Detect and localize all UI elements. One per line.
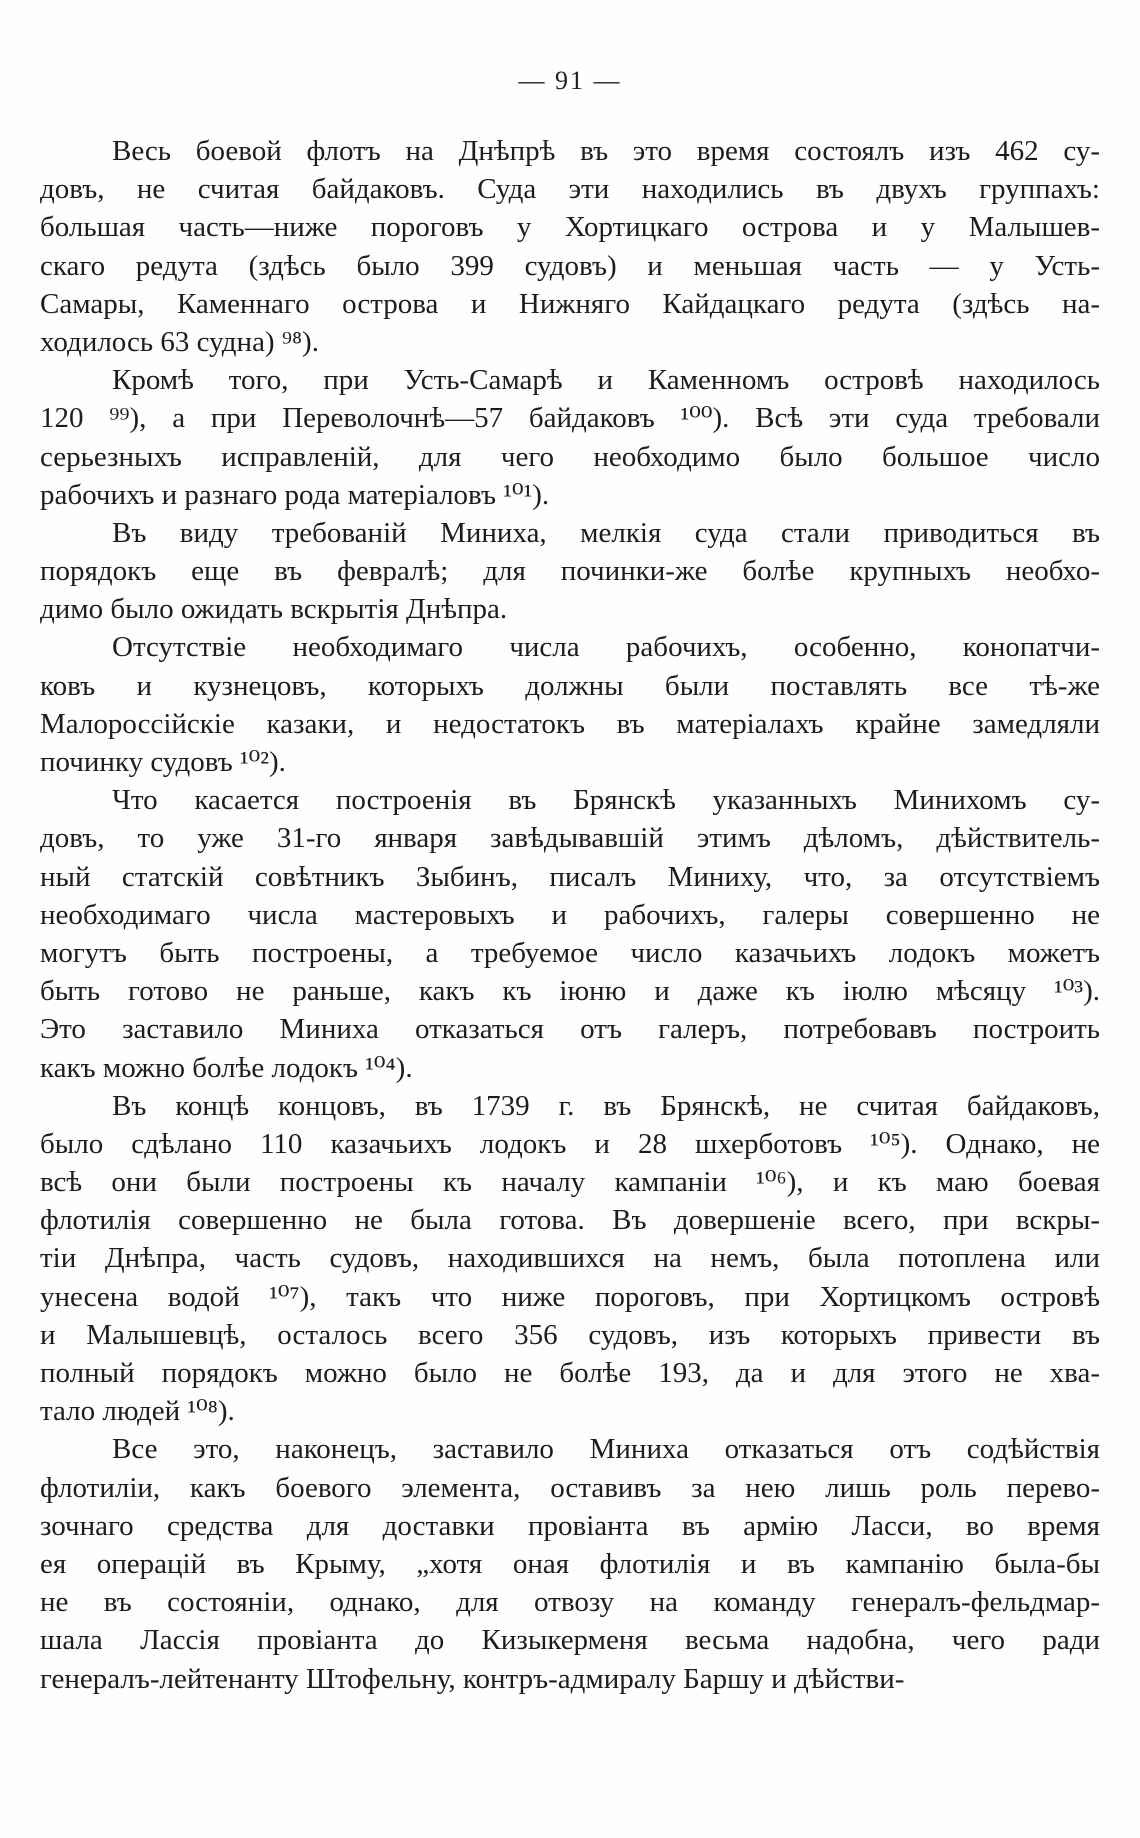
text-line: довъ, то уже 31-го января завѣдывавшій этимъ дѣломъ, дѣйствитель-: [40, 822, 1100, 855]
paragraph: [40, 628, 1100, 781]
text-line: необходимаго числа мастеровыхъ и рабочихъ, галеры совершенно не: [40, 898, 1100, 931]
text-line: ея операцій въ Крыму, „хотя оная флотилія и въ кампанію была-бы: [40, 1547, 1100, 1580]
text-line: тіи Днѣпра, часть судовъ, находившихся на немъ, была потоплена или: [40, 1242, 1100, 1275]
text-line: Въ виду требованій Миниха, мелкія суда стали приводиться въ: [112, 516, 1100, 549]
text-line: флотилія совершенно не была готова. Въ довершеніе всего, при вскры-: [40, 1204, 1100, 1237]
text-line: зочнаго средства для доставки провіанта въ армію Ласси, во время: [40, 1509, 1100, 1542]
text-line: починку судовъ ¹⁰²).: [40, 746, 286, 778]
text-line: Весь боевой флотъ на Днѣпрѣ въ это время состоялъ изъ 462 су-: [112, 135, 1100, 167]
text-line: Все это, наконецъ, заставило Миниха отказаться отъ содѣйствія: [112, 1433, 1100, 1466]
text-line: унесена водой ¹⁰⁷), такъ что ниже пороговъ, при Хортицкомъ островѣ: [40, 1280, 1100, 1313]
text-line: рабочихъ и разнаго рода матеріаловъ ¹⁰¹).: [40, 478, 550, 511]
text-line: Малороссійскіе казаки, и недостатокъ въ матеріалахъ крайне замедляли: [40, 707, 1100, 740]
paragraph: [40, 1087, 1100, 1431]
text-line: не въ состояніи, однако, для отвозу на команду генералъ-фельдмар-: [40, 1586, 1100, 1619]
text-line: было сдѣлано 110 казачьихъ лодокъ и 28 шхерботовъ ¹⁰⁵). Однако, не: [40, 1127, 1100, 1160]
paragraph: [40, 361, 1100, 514]
page-number: — 91 —: [518, 66, 622, 95]
text-line: ходилось 63 судна) ⁹⁸).: [40, 325, 319, 358]
text-line: Что касается построенія въ Брянскѣ указанныхъ Минихомъ су-: [112, 784, 1100, 817]
text-line: ный статскій совѣтникъ Зыбинъ, писалъ Миниху, что, за отсутствіемъ: [40, 860, 1100, 893]
text-line: порядокъ еще въ февралѣ; для починки-же болѣе крупныхъ необхо-: [40, 555, 1100, 588]
body-text: [40, 132, 1100, 1698]
text-line: довъ, не считая байдаковъ. Суда эти находились въ двухъ группахъ:: [40, 173, 1100, 206]
text-line: и Малышевцѣ, осталось всего 356 судовъ, изъ которыхъ привести въ: [40, 1318, 1100, 1351]
text-line: скаго редута (здѣсь было 399 судовъ) и меньшая часть — у Усть-: [40, 249, 1100, 282]
text-line: тало людей ¹⁰⁸).: [40, 1395, 235, 1428]
text-line: могутъ быть построены, а требуемое число казачьихъ лодокъ можетъ: [40, 936, 1100, 969]
text-line: полный порядокъ можно было не болѣе 193, да и для этого не хва-: [40, 1357, 1100, 1389]
text-line: генералъ-лейтенанту Штофельну, контръ-адмиралу Баршу и дѣйстви-: [40, 1662, 905, 1695]
text-line: флотиліи, какъ боевого элемента, оставивъ за нею лишь роль перево-: [40, 1471, 1100, 1504]
text-line: большая часть—ниже пороговъ у Хортицкаго острова и у Малышев-: [40, 211, 1100, 244]
text-line: шала Лассія провіанта до Кизыкерменя весьма надобна, чего ради: [40, 1624, 1100, 1657]
paragraph: [40, 514, 1100, 629]
paragraph: [40, 132, 1100, 361]
text-line: Въ концѣ концовъ, въ 1739 г. въ Брянскѣ, не считая байдаковъ,: [112, 1089, 1100, 1122]
text-line: димо было ожидать вскрытія Днѣпра.: [40, 593, 508, 626]
text-line: Самары, Каменнаго острова и Нижняго Кайдацкаго редута (здѣсь на-: [40, 287, 1100, 320]
text-line: всѣ они были построены къ началу кампаніи ¹⁰⁶), и къ маю боевая: [40, 1166, 1100, 1199]
paragraph: [40, 1430, 1100, 1697]
text-line: серьезныхъ исправленій, для чего необходимо было большое число: [40, 440, 1100, 473]
text-line: Кромѣ того, при Усть-Самарѣ и Каменномъ островѣ находилось: [112, 364, 1100, 397]
text-line: какъ можно болѣе лодокъ ¹⁰⁴).: [40, 1051, 413, 1084]
text-line: Это заставило Миниха отказаться отъ галеръ, потребовавъ построить: [40, 1013, 1100, 1046]
text-line: 120 ⁹⁹), а при Переволочнѣ—57 байдаковъ ¹⁰⁰). Всѣ эти суда требовали: [40, 402, 1100, 435]
paragraph: [40, 781, 1100, 1087]
text-line: быть готово не раньше, какъ къ іюню и даже къ іюлю мѣсяцу ¹⁰³).: [40, 975, 1100, 1008]
text-line: Отсутствіе необходимаго числа рабочихъ, особенно, конопатчи-: [112, 631, 1100, 664]
text-line: ковъ и кузнецовъ, которыхъ должны были поставлять все тѣ-же: [40, 669, 1100, 702]
